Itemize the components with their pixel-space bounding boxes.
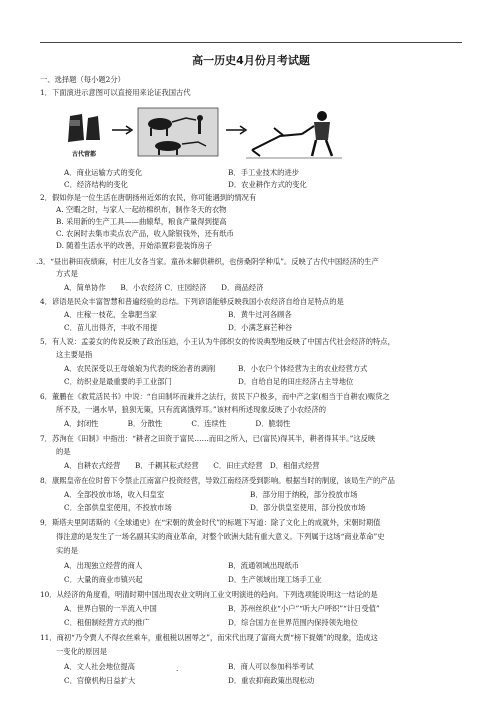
q6-options: A．封闭性 B．分散性 C．连续性 D．脆弱性 — [64, 419, 291, 428]
farmer-plough-illustration — [246, 111, 342, 158]
q8-option-b: B．部分用于纳税，部分投放市场 — [250, 490, 358, 499]
q11-option-b: B．商人可以参加科举考试 — [228, 662, 314, 671]
q7-stem-line1: 7．苏洵在《田制》中指出：“耕者之田资于富民……而田之所入，已(富民)得其半，耕者得其半。”这反映 — [40, 434, 376, 443]
q8-option-c: C．全部供皇室使用，不投放市场 — [64, 503, 172, 512]
q2-stem: 2．假如你是一位生活在唐朝扬州近郊的农民，你可能遇到的情况有 — [40, 193, 257, 202]
q2-option-c: C. 农闲时去集市卖点农产品，收入除银钱外，还有纸币 — [56, 229, 234, 238]
q6-stem-line1: 6．董鹏在《救荒活民书》中说：“自田制坏而兼并之法行，贫民下户极多，而中产之家(相当于自耕农)赈贷之 — [40, 392, 390, 401]
ox-plough-relief-illustration — [138, 108, 218, 156]
q1-option-c: C．经济结构的变化 — [64, 180, 128, 189]
arrow-icon — [226, 126, 246, 134]
q10-option-d: D．综合国力在世界范围内保持领先地位 — [228, 618, 358, 627]
q6-stem-line2: 所不及，一遇水旱，狼狈无策，只有流离饿殍耳。”该材料所述现象反映了小农经济的 — [56, 405, 327, 414]
q1-stem: 1．下面演进示意图可以直接用来论证我国古代 — [40, 88, 191, 97]
q7-options: A．自耕农式经营 B．千耦其耘式经营 C．田庄式经营 D．租佃式经营 — [64, 461, 320, 470]
ancient-tool-illustration — [68, 114, 100, 158]
q2-option-b: B. 采用新的生产工具——曲辕犁，粮食产量得到提高 — [56, 217, 227, 226]
q1-option-b: B．手工业技术的进步 — [228, 168, 300, 177]
q5-option-a: A．农民深受以王母娘娘为代表的统治者的剥削 — [64, 364, 216, 373]
q2-option-d: D. 随着生活水平的改善，开始添置彩瓷装饰房子 — [56, 241, 213, 250]
q9-stem-line2: 得注意的是发生了一场名副其实的商业革命，对整个欧洲大陆有重大意义。下列属于这场“商业革命”史 — [56, 532, 385, 541]
evolution-figure — [56, 106, 346, 164]
q9-stem-line3: 实的是 — [56, 546, 78, 555]
q9-option-a: A．出现独立经营的商人 — [64, 561, 143, 570]
q2-option-a: A. 空暇之时，与家人一起纺棉织布，制作冬天的衣物 — [56, 205, 227, 214]
q1-option-a: A．商业运输方式的变化 — [64, 168, 143, 177]
q3-stem-line1: .3．“昼出耕田夜绩麻，村庄儿女各当家。童孙未解供耕织，也傍桑阴学种瓜”。反映了古代中国经济的生产 — [36, 257, 379, 266]
figure-caption: 古代营都 — [71, 151, 97, 158]
q10-stem: 10．从经济的角度看，明清时期中国出现农业文明向工业文明演进的趋向。下列选项能说明这一结论的是 — [40, 590, 378, 599]
top-rule — [40, 42, 462, 43]
q10-option-b: B．苏州丝织业“小户”“听大户呼织”“计日受值” — [228, 604, 380, 613]
q5-stem-line2: 这主要是指 — [56, 350, 93, 359]
q10-option-a: A．世界白银的一半流入中国 — [64, 604, 157, 613]
q8-stem: 8．康熙皇帝在位时曾下令禁止江南富户投资经营，导致江南经济受到影响。根据当时的制度，该局生产的产品 — [40, 476, 395, 485]
q8-option-a: A．全部投放市场，收入归皇室 — [64, 490, 165, 499]
q10-option-c: C．租佃制经营方式的推广 — [64, 618, 150, 627]
q5-stem-line1: 5．有人说：孟姜女的传说反映了政治压迫，小王认为牛郎织女的传说典型地反映了中国古代社会经济的特点， — [40, 337, 395, 346]
q11-option-d: D．重农抑商政策出现松动 — [228, 676, 315, 685]
q11-stray-dot: . — [176, 664, 179, 673]
q7-stem-line2: 的是 — [56, 447, 71, 456]
q4-option-d: D．小满芝麻芒种谷 — [228, 323, 293, 332]
arrow-icon — [112, 126, 132, 134]
q1-option-d: D．农业耕作方式的变化 — [228, 180, 307, 189]
q4-option-a: A．庄稼一枝花，全靠肥当家 — [64, 310, 157, 319]
q3-stem-line2: 方式是 — [56, 269, 78, 278]
q11-option-a: A．文人社会地位提高 — [64, 662, 135, 671]
q8-option-d: D．部分供皇室使用，部分投放市场 — [250, 503, 366, 512]
q9-option-d: D．生产领域出现工场手工业 — [228, 575, 322, 584]
q11-stem-line2: 一变化的原因是 — [56, 647, 108, 656]
section-heading: 一、选择题（每小题2分） — [40, 75, 125, 84]
q3-options: A．简单协作 B．小农经济 C．庄园经济 D．商品经济 — [64, 283, 264, 292]
q4-option-c: C．苗儿出得齐，丰收不用提 — [64, 323, 158, 332]
q9-option-c: C．大量的商业市镇兴起 — [64, 575, 143, 584]
q11-stem-line1: 11．商初“乃令贾人不得衣丝乘车，重租税以困辱之”，而宋代出现了富商大贾“榜下捉婿”的现象，造成这 — [40, 633, 378, 642]
page-title: 高一历史4月份月考试题 — [192, 54, 310, 67]
q9-option-b: B．流通领域出现纸币 — [228, 561, 300, 570]
q11-option-c: C．官僚机构日益扩大 — [64, 676, 136, 685]
q5-option-b: B．小农户个体经营为主的农业经营方式 — [238, 364, 368, 373]
q5-option-d: D．自给自足的田庄经济占主导地位 — [238, 377, 354, 386]
q4-option-b: B．黄牛过河各顾各 — [228, 310, 292, 319]
q9-stem-line1: 9．斯塔夫里阿诺斯的《全球通史》在“宋朝的黄金时代”的标题下写道：除了文化上的成就外，宋朝时期值 — [40, 518, 381, 527]
q4-stem: 4．谚语是民众丰富智慧和普遍经验的总结。下列谚语能够反映我国小农经济自给自足特点的是 — [40, 297, 344, 306]
q5-option-c: C．纺织业是最重要的手工业部门 — [64, 377, 172, 386]
